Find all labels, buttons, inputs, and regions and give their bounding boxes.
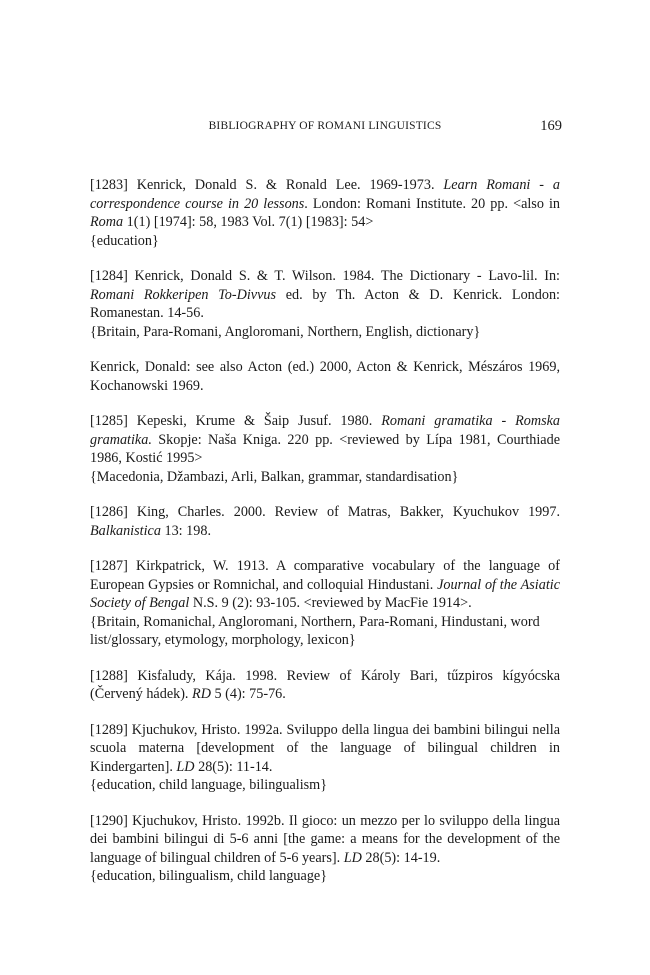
entry-1283 (90, 176, 560, 250)
entry-1288 (90, 667, 560, 704)
entry-1285 (90, 412, 560, 486)
citation: Kenrick, Donald: see also Acton (ed.) 2000, Acton & Kenrick, Mészáros 1969, Kochanowski 1969. (90, 359, 560, 394)
keywords: {Macedonia, Džambazi, Arli, Balkan, grammar, standardisation} (90, 468, 459, 485)
page-number: 169 (540, 118, 562, 134)
entry-1284 (90, 267, 560, 341)
keywords: {education, child language, bilingualism} (90, 777, 328, 793)
citation: [1286] King, Charles. 2000. Review of Matras, Bakker, Kyuchukov 1997. Balkanistica 13: 198. (90, 504, 560, 539)
citation: [1289] Kjuchukov, Hristo. 1992a. Sviluppo della lingua dei bambini bilingui nella scuola materna [development of the language of bilingual children in Kindergarten]. LD 28(5): 11-14. (90, 721, 560, 775)
citation: [1283] Kenrick, Donald S. & Ronald Lee. 1969-1973. Learn Romani - a correspondence course in 20 lessons. London: Romani Institute. 20 pp. <also in Roma 1(1) [1974]: 58, 1983 Vol. 7(1) [1983]: 54> (90, 177, 561, 230)
citation: [1284] Kenrick, Donald S. & T. Wilson. 1984. The Dictionary - Lavo-lil. In: Romani Rokkeripen To-Divvus ed. by Th. Acton & D. Kenrick. London: Romanestan. 14-56. (90, 268, 560, 321)
entry-1289 (90, 721, 560, 795)
citation: [1290] Kjuchukov, Hristo. 1992b. Il gioco: un mezzo per lo sviluppo della lingua dei bambini bilingui di 5-6 anni [the game: a means for the development of the language of bilingual children of 5-6 years]. LD 28(5): 14-19. (90, 812, 560, 866)
entry-1286 (90, 503, 560, 540)
citation: [1288] Kisfaludy, Kája. 1998. Review of Károly Bari, tűzpiros kígyócska (Červený hádek). RD 5 (4): 75-76. (90, 667, 560, 702)
keywords: {education} (90, 232, 159, 249)
bibliography-entries (90, 176, 560, 903)
entry-1287 (90, 557, 560, 650)
citation: [1285] Kepeski, Krume & Šaip Jusuf. 1980. Romani gramatika - Romska gramatika. Skopje: Naša Kniga. 220 pp. <reviewed by Lípa 1981, Courthiade 1986, Kostić 1995> (90, 413, 560, 466)
keywords: {education, bilingualism, child language} (90, 868, 328, 884)
entry-1290 (90, 812, 560, 886)
running-title: BIBLIOGRAPHY OF ROMANI LINGUISTICS (208, 120, 442, 132)
keywords: {Britain, Para-Romani, Angloromani, Northern, English, dictionary} (90, 323, 481, 340)
cross-reference-kenrick (90, 358, 560, 395)
keywords: {Britain, Romanichal, Angloromani, Northern, Para-Romani, Hindustani, word list/glossary, etymology, morphology, lexicon} (90, 613, 540, 648)
citation: [1287] Kirkpatrick, W. 1913. A comparative vocabulary of the language of European Gypsies or Romnichal, and colloquial Hindustani. Journal of the Asiatic Society of Bengal N.S. 9 (2): 93-105. <reviewed by MacFie 1914>. (90, 558, 560, 611)
